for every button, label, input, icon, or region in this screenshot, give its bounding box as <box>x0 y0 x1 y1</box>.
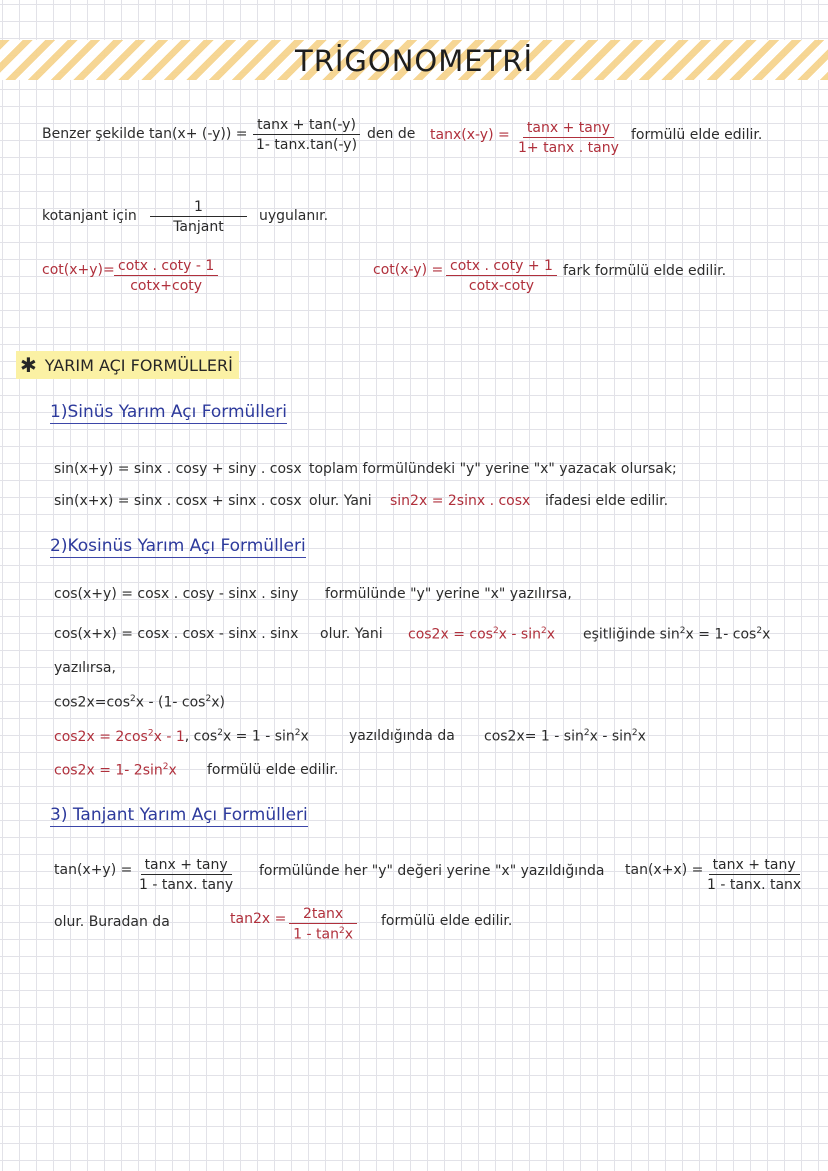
tangent-line2-text: olur. Buradan da <box>54 914 170 930</box>
intro-frac-num: tanx + tan(-y) <box>253 117 360 135</box>
line4-b: x - (1- cos <box>135 694 206 711</box>
cot-suffix: uygulanır. <box>259 208 329 224</box>
sine-line1-formula: sin(x+y) = sinx . cosy + siny . cosx <box>54 461 302 477</box>
cosine-form-2 <box>54 762 177 779</box>
tangent-rhs-den: 1 - tanx. tanx <box>707 877 802 893</box>
sine-line2-suffix: ifadesi elde edilir. <box>545 493 669 509</box>
cot-diff-lhs: cot(x-y) = <box>373 262 444 278</box>
tangent-line1-lhs: tan(x+y) = <box>54 862 133 878</box>
cosine-line6-suffix: formülü elde edilir. <box>207 762 339 778</box>
tangent-double-fraction <box>289 906 357 943</box>
cosine-line5 <box>54 728 309 745</box>
intro-mid: den de <box>367 126 416 142</box>
cosine-line2-suffix <box>583 626 770 643</box>
intro-frac-den: 1- tanx.tan(-y) <box>256 137 358 153</box>
line5-end-a: cos2x= 1 - sin <box>484 728 584 745</box>
form2-a: cos2x = 1- 2sin <box>54 762 163 779</box>
suffix-b: x = 1- cos <box>685 626 757 643</box>
cosine-form-1 <box>54 729 185 745</box>
tangent-double-num: 2tanx <box>289 906 357 924</box>
form2-b: x <box>168 762 177 779</box>
half-angle-heading-text: YARIM AÇI FORMÜLLERİ <box>44 356 233 375</box>
line5-end-b: x - sin <box>589 728 632 745</box>
line5-end-c: x <box>637 728 646 745</box>
sine-section-title: 1)Sinüs Yarım Açı Formülleri <box>50 402 287 422</box>
line5-mid-c: x <box>300 728 309 745</box>
cot-diff-num: cotx . coty + 1 <box>446 258 557 276</box>
cot-diff-den: cotx-coty <box>468 278 535 294</box>
half-angle-heading <box>16 351 239 379</box>
line5-mid-b: x = 1 - sin <box>222 728 295 745</box>
tangent-sum-num: tanx + tany <box>141 857 232 875</box>
superscript: 2 <box>492 626 499 636</box>
tangent-rhs-lhs: tan(x+x) = <box>625 862 704 878</box>
intro-red-lhs: tanx(x-y) = <box>430 127 510 143</box>
cosine-identity-a: cos2x = cos <box>408 626 493 643</box>
sine-line2-formula: sin(x+x) = sinx . cosx + sinx . cosx <box>54 493 302 509</box>
cot-sum-num: cotx . coty - 1 <box>114 258 218 276</box>
cosine-line1-text: formülünde "y" yerine "x" yazılırsa, <box>325 586 572 602</box>
cot-diff-fraction <box>446 258 557 294</box>
sine-line2-text: olur. Yani <box>309 493 372 509</box>
den-b: x <box>344 926 353 943</box>
tangent-sum-fraction <box>135 857 237 893</box>
cot-label: kotanjant için <box>42 208 137 224</box>
superscript: 2 <box>583 728 590 738</box>
cosine-line5-text: yazıldığında da <box>349 728 455 744</box>
den-a: 1 - tan <box>293 926 339 943</box>
line5-mid-a: , cos <box>184 728 218 745</box>
tangent-rhs-fraction <box>703 857 805 893</box>
form1-a: cos2x = 2cos <box>54 728 148 745</box>
cosine-line5-end <box>484 728 646 745</box>
form1-b: x - 1 <box>153 728 185 745</box>
superscript: 2 <box>162 762 169 772</box>
superscript: 2 <box>338 926 345 936</box>
cot-frac-num: 1 <box>150 199 247 217</box>
cosine-line1-formula: cos(x+y) = cosx . cosy - sinx . siny <box>54 586 299 602</box>
suffix-c: x <box>762 626 771 643</box>
superscript: 2 <box>756 626 763 636</box>
intro-suffix: formülü elde edilir. <box>631 127 763 143</box>
asterisk-icon: ✱ <box>20 353 37 377</box>
cot-sum-den: cotx+coty <box>130 278 203 294</box>
cot-fraction <box>150 199 247 235</box>
line4-c: x) <box>211 694 225 711</box>
tangent-section-title: 3) Tanjant Yarım Açı Formülleri <box>50 805 308 825</box>
cosine-identity-b: x - sin <box>498 626 541 643</box>
cosine-line2-text: olur. Yani <box>320 626 383 642</box>
cot-diff-suffix: fark formülü elde edilir. <box>563 263 727 279</box>
intro-red-den: 1+ tanx . tany <box>518 140 619 156</box>
superscript: 2 <box>631 728 638 738</box>
sine-line1-text: toplam formülündeki "y" yerine "x" yazacak olursak; <box>309 461 677 477</box>
superscript: 2 <box>205 694 212 704</box>
intro-fraction <box>252 117 361 153</box>
intro-red-num: tanx + tany <box>523 120 614 138</box>
cot-frac-den: Tanjant <box>173 219 224 235</box>
superscript: 2 <box>130 694 136 704</box>
superscript: 2 <box>217 728 223 738</box>
superscript: 2 <box>147 728 154 738</box>
cosine-identity-c: x <box>546 626 555 643</box>
cosine-section-title: 2)Kosinüs Yarım Açı Formülleri <box>50 536 306 556</box>
cosine-line2-formula: cos(x+x) = cosx . cosx - sinx . sinx <box>54 626 299 642</box>
cot-sum-fraction <box>114 258 218 294</box>
cot-sum-lhs: cot(x+y)= <box>42 262 115 278</box>
sine-double-angle: sin2x = 2sinx . cosx <box>390 493 531 509</box>
superscript: 2 <box>294 728 301 738</box>
tangent-line2-suffix: formülü elde edilir. <box>381 913 513 929</box>
tangent-rhs-num: tanx + tany <box>709 857 800 875</box>
tangent-sum-den: 1 - tanx. tany <box>139 877 234 893</box>
tangent-double-den <box>289 924 357 943</box>
suffix-a: eşitliğinde sin <box>583 626 680 643</box>
cosine-identity <box>408 626 555 643</box>
tangent-line1-text: formülünde her "y" değeri yerine "x" yazıldığında <box>259 863 605 879</box>
line4-a: cos2x=cos <box>54 694 131 711</box>
cosine-line3: yazılırsa, <box>54 660 116 676</box>
intro-prefix: Benzer şekilde tan(x+ (-y)) = <box>42 126 248 142</box>
intro-red-fraction <box>514 120 623 156</box>
superscript: 2 <box>540 626 547 636</box>
superscript: 2 <box>679 626 686 636</box>
tangent-double-lhs: tan2x = <box>230 911 287 927</box>
page-title: TRİGONOMETRİ <box>295 44 533 78</box>
cosine-line4 <box>54 694 225 711</box>
